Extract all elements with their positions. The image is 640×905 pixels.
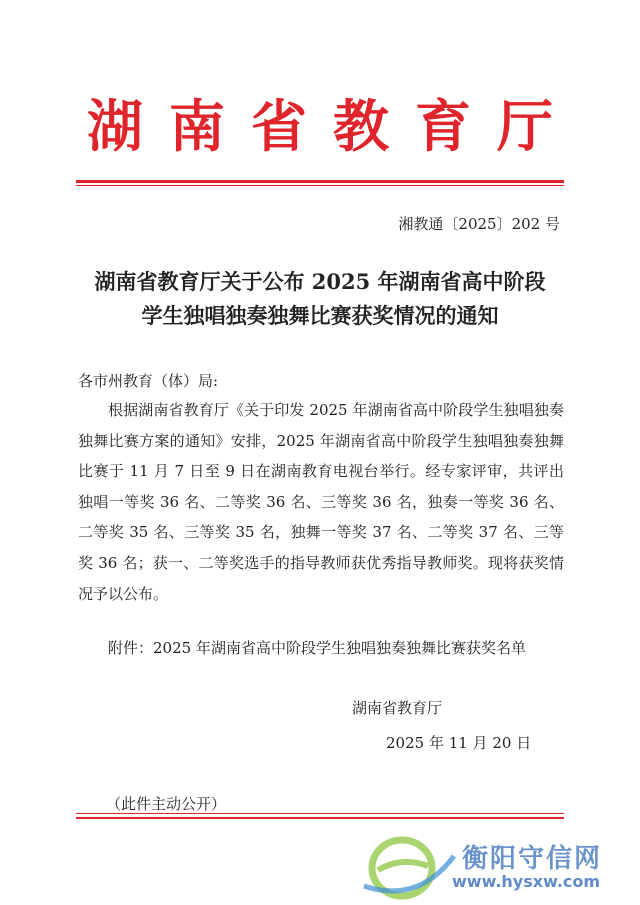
watermark-site-name: 衡阳守信网 [462,844,603,874]
body-paragraph: 根据湖南省教育厅《关于印发 2025 年湖南省高中阶段学生独唱独奏独舞比赛方案的通知》安排，2025 年湖南省高中阶段学生独唱独奏独舞比赛于 11 月 7 日至 9 日在湖南教育电视台举行。经专家评审，共评出独唱一等奖 36 名、二等奖 36 名、三等奖 36 名，独奏一等奖 36 名、二等奖 35 名、三等奖 35 名，独舞一等奖 37 名、二等奖 37 名、三等奖 36 名；获一、二等奖选手的指导教师获优秀指导教师奖。现将获奖情况予以公布。 [78,401,564,603]
notice-title-line-2: 学生独唱独奏独舞比赛获奖情况的通知 [141,303,499,328]
notice-title-line-1: 湖南省教育厅关于公布 2025 年湖南省高中阶段 [94,269,546,294]
footer-rule-thin [76,813,564,814]
attachment-line: 附件：2025 年湖南省高中阶段学生独唱独奏独舞比赛获奖名单 [108,639,526,657]
salutation: 各市州教育（体）局: [78,372,219,390]
watermark-url: www.hysxw.com [452,872,601,891]
issuer-name: 湖南省教育厅 [352,699,443,717]
issue-date: 2025 年 11 月 20 日 [386,734,532,752]
public-disclosure-note: （此件主动公开） [106,795,227,813]
org-header-title: 湖南省教育厅 [87,94,579,160]
footer-rule-thick [76,817,564,819]
header-rule-thick [76,180,564,183]
document-number: 湘教通〔2025〕202 号 [398,215,560,233]
header-rule-thin [76,185,564,186]
